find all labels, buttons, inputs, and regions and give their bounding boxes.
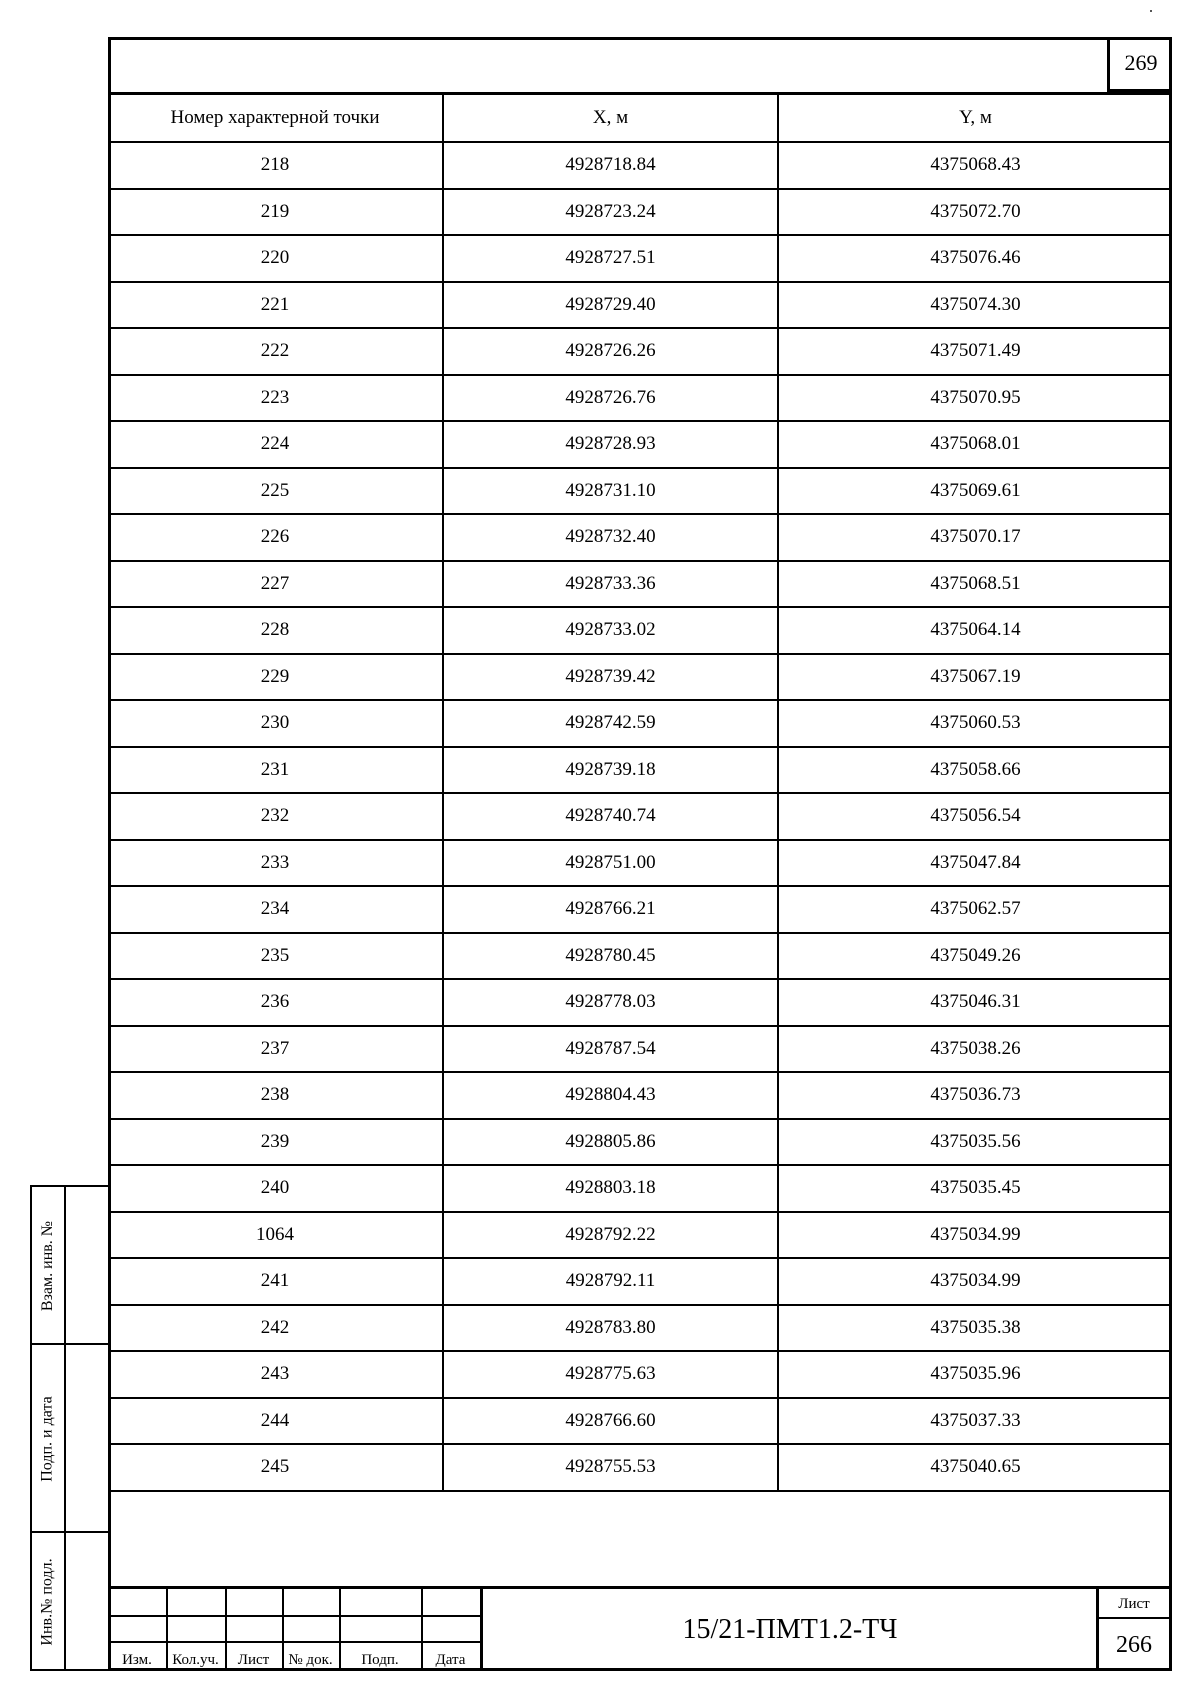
y-coordinate-cell: 4375067.19 [778,654,1172,701]
scan-dot [1150,10,1152,12]
point-number-cell: 234 [108,886,443,933]
point-number-cell: 223 [108,375,443,422]
table-row [108,840,1172,887]
table-row [108,607,1172,654]
header-point-number: Номер характерной точки [108,94,443,143]
title-block-grid [108,1589,480,1671]
table-row [108,328,1172,375]
x-coordinate-cell: 4928742.59 [443,700,778,747]
x-coordinate-cell: 4928792.22 [443,1212,778,1259]
table-row [108,886,1172,933]
x-coordinate-cell: 4928766.60 [443,1398,778,1445]
table-row [108,142,1172,189]
table-row [108,1258,1172,1305]
x-coordinate-cell: 4928805.86 [443,1119,778,1166]
table-row [108,1212,1172,1259]
y-coordinate-cell: 4375058.66 [778,747,1172,794]
page-number: 269 [1107,37,1172,92]
side-label-vzam: Взам. инв. № [39,1220,57,1312]
x-coordinate-cell: 4928766.21 [443,886,778,933]
y-coordinate-cell: 4375068.51 [778,561,1172,608]
x-coordinate-cell: 4928733.36 [443,561,778,608]
y-coordinate-cell: 4375034.99 [778,1212,1172,1259]
point-number-cell: 245 [108,1444,443,1491]
point-number-cell: 237 [108,1026,443,1073]
point-number-cell: 226 [108,514,443,561]
table-row [108,421,1172,468]
table-row [108,700,1172,747]
x-coordinate-cell: 4928726.76 [443,375,778,422]
point-number-cell: 221 [108,282,443,329]
table-row [108,1119,1172,1166]
point-number-cell: 228 [108,607,443,654]
x-coordinate-cell: 4928739.42 [443,654,778,701]
point-number-cell: 243 [108,1351,443,1398]
tb-col-podp: Подп. [361,1652,399,1668]
tb-col-list: Лист [237,1652,270,1668]
point-number-cell: 239 [108,1119,443,1166]
x-coordinate-cell: 4928755.53 [443,1444,778,1491]
point-number-cell: 1064 [108,1212,443,1259]
table-row [108,1398,1172,1445]
table-row [108,793,1172,840]
x-coordinate-cell: 4928729.40 [443,282,778,329]
x-coordinate-cell: 4928751.00 [443,840,778,887]
table-row [108,979,1172,1026]
point-number-cell: 222 [108,328,443,375]
sheet-label: Лист [1118,1595,1150,1612]
table-row [108,1072,1172,1119]
point-number-cell: 224 [108,421,443,468]
y-coordinate-cell: 4375049.26 [778,933,1172,980]
point-number-cell: 230 [108,700,443,747]
y-coordinate-cell: 4375076.46 [778,235,1172,282]
x-coordinate-cell: 4928792.11 [443,1258,778,1305]
table-row [108,468,1172,515]
x-coordinate-cell: 4928727.51 [443,235,778,282]
point-number-cell: 232 [108,793,443,840]
y-coordinate-cell: 4375046.31 [778,979,1172,1026]
x-coordinate-cell: 4928803.18 [443,1165,778,1212]
y-coordinate-cell: 4375064.14 [778,607,1172,654]
y-coordinate-cell: 4375037.33 [778,1398,1172,1445]
table-row [108,189,1172,236]
x-coordinate-cell: 4928718.84 [443,142,778,189]
y-coordinate-cell: 4375034.99 [778,1258,1172,1305]
table-row [108,1351,1172,1398]
point-number-cell: 219 [108,189,443,236]
tb-col-kol: Кол.уч. [172,1652,219,1668]
x-coordinate-cell: 4928783.80 [443,1305,778,1352]
side-cell-inv [32,1533,110,1671]
y-coordinate-cell: 4375060.53 [778,700,1172,747]
table-row [108,561,1172,608]
point-number-cell: 236 [108,979,443,1026]
point-number-cell: 220 [108,235,443,282]
table-row [108,282,1172,329]
table-row [108,375,1172,422]
side-label-podp: Подп. и дата [39,1396,57,1482]
side-stamp [30,1185,108,1671]
x-coordinate-cell: 4928739.18 [443,747,778,794]
x-coordinate-cell: 4928804.43 [443,1072,778,1119]
side-cell-vzam [32,1187,110,1345]
coordinates-table [108,92,1172,1492]
point-number-cell: 233 [108,840,443,887]
table-row [108,514,1172,561]
y-coordinate-cell: 4375056.54 [778,793,1172,840]
x-coordinate-cell: 4928726.26 [443,328,778,375]
y-coordinate-cell: 4375035.38 [778,1305,1172,1352]
header-y: Y, м [778,94,1172,143]
header-x: X, м [443,94,778,143]
table-header-row [108,94,1172,143]
point-number-cell: 242 [108,1305,443,1352]
x-coordinate-cell: 4928728.93 [443,421,778,468]
document-code: 15/21-ПМТ1.2-ТЧ [682,1614,898,1645]
table-row [108,235,1172,282]
table-row [108,1165,1172,1212]
x-coordinate-cell: 4928787.54 [443,1026,778,1073]
point-number-cell: 244 [108,1398,443,1445]
y-coordinate-cell: 4375035.56 [778,1119,1172,1166]
y-coordinate-cell: 4375038.26 [778,1026,1172,1073]
table-row [108,1026,1172,1073]
x-coordinate-cell: 4928731.10 [443,468,778,515]
y-coordinate-cell: 4375035.96 [778,1351,1172,1398]
side-cell-podp [32,1345,110,1533]
point-number-cell: 240 [108,1165,443,1212]
side-label-inv: Инв.№ подл. [39,1558,57,1646]
tb-col-data: Дата [435,1652,466,1668]
y-coordinate-cell: 4375071.49 [778,328,1172,375]
tb-col-doc: № док. [288,1652,333,1668]
point-number-cell: 218 [108,142,443,189]
point-number-cell: 241 [108,1258,443,1305]
x-coordinate-cell: 4928732.40 [443,514,778,561]
point-number-cell: 225 [108,468,443,515]
table-body [108,142,1172,1491]
x-coordinate-cell: 4928780.45 [443,933,778,980]
x-coordinate-cell: 4928733.02 [443,607,778,654]
point-number-cell: 238 [108,1072,443,1119]
y-coordinate-cell: 4375068.43 [778,142,1172,189]
y-coordinate-cell: 4375040.65 [778,1444,1172,1491]
table-row [108,933,1172,980]
table-row [108,654,1172,701]
x-coordinate-cell: 4928775.63 [443,1351,778,1398]
point-number-cell: 235 [108,933,443,980]
y-coordinate-cell: 4375072.70 [778,189,1172,236]
point-number-cell: 229 [108,654,443,701]
y-coordinate-cell: 4375069.61 [778,468,1172,515]
table-row [108,1444,1172,1491]
x-coordinate-cell: 4928723.24 [443,189,778,236]
point-number-cell: 231 [108,747,443,794]
y-coordinate-cell: 4375068.01 [778,421,1172,468]
y-coordinate-cell: 4375070.95 [778,375,1172,422]
y-coordinate-cell: 4375062.57 [778,886,1172,933]
title-block [108,1586,1172,1671]
table-row [108,747,1172,794]
x-coordinate-cell: 4928778.03 [443,979,778,1026]
y-coordinate-cell: 4375074.30 [778,282,1172,329]
y-coordinate-cell: 4375070.17 [778,514,1172,561]
point-number-cell: 227 [108,561,443,608]
sheet-number: 266 [1116,1631,1152,1658]
x-coordinate-cell: 4928740.74 [443,793,778,840]
y-coordinate-cell: 4375047.84 [778,840,1172,887]
table-row [108,1305,1172,1352]
tb-col-izm: Изм. [122,1652,152,1668]
y-coordinate-cell: 4375035.45 [778,1165,1172,1212]
y-coordinate-cell: 4375036.73 [778,1072,1172,1119]
